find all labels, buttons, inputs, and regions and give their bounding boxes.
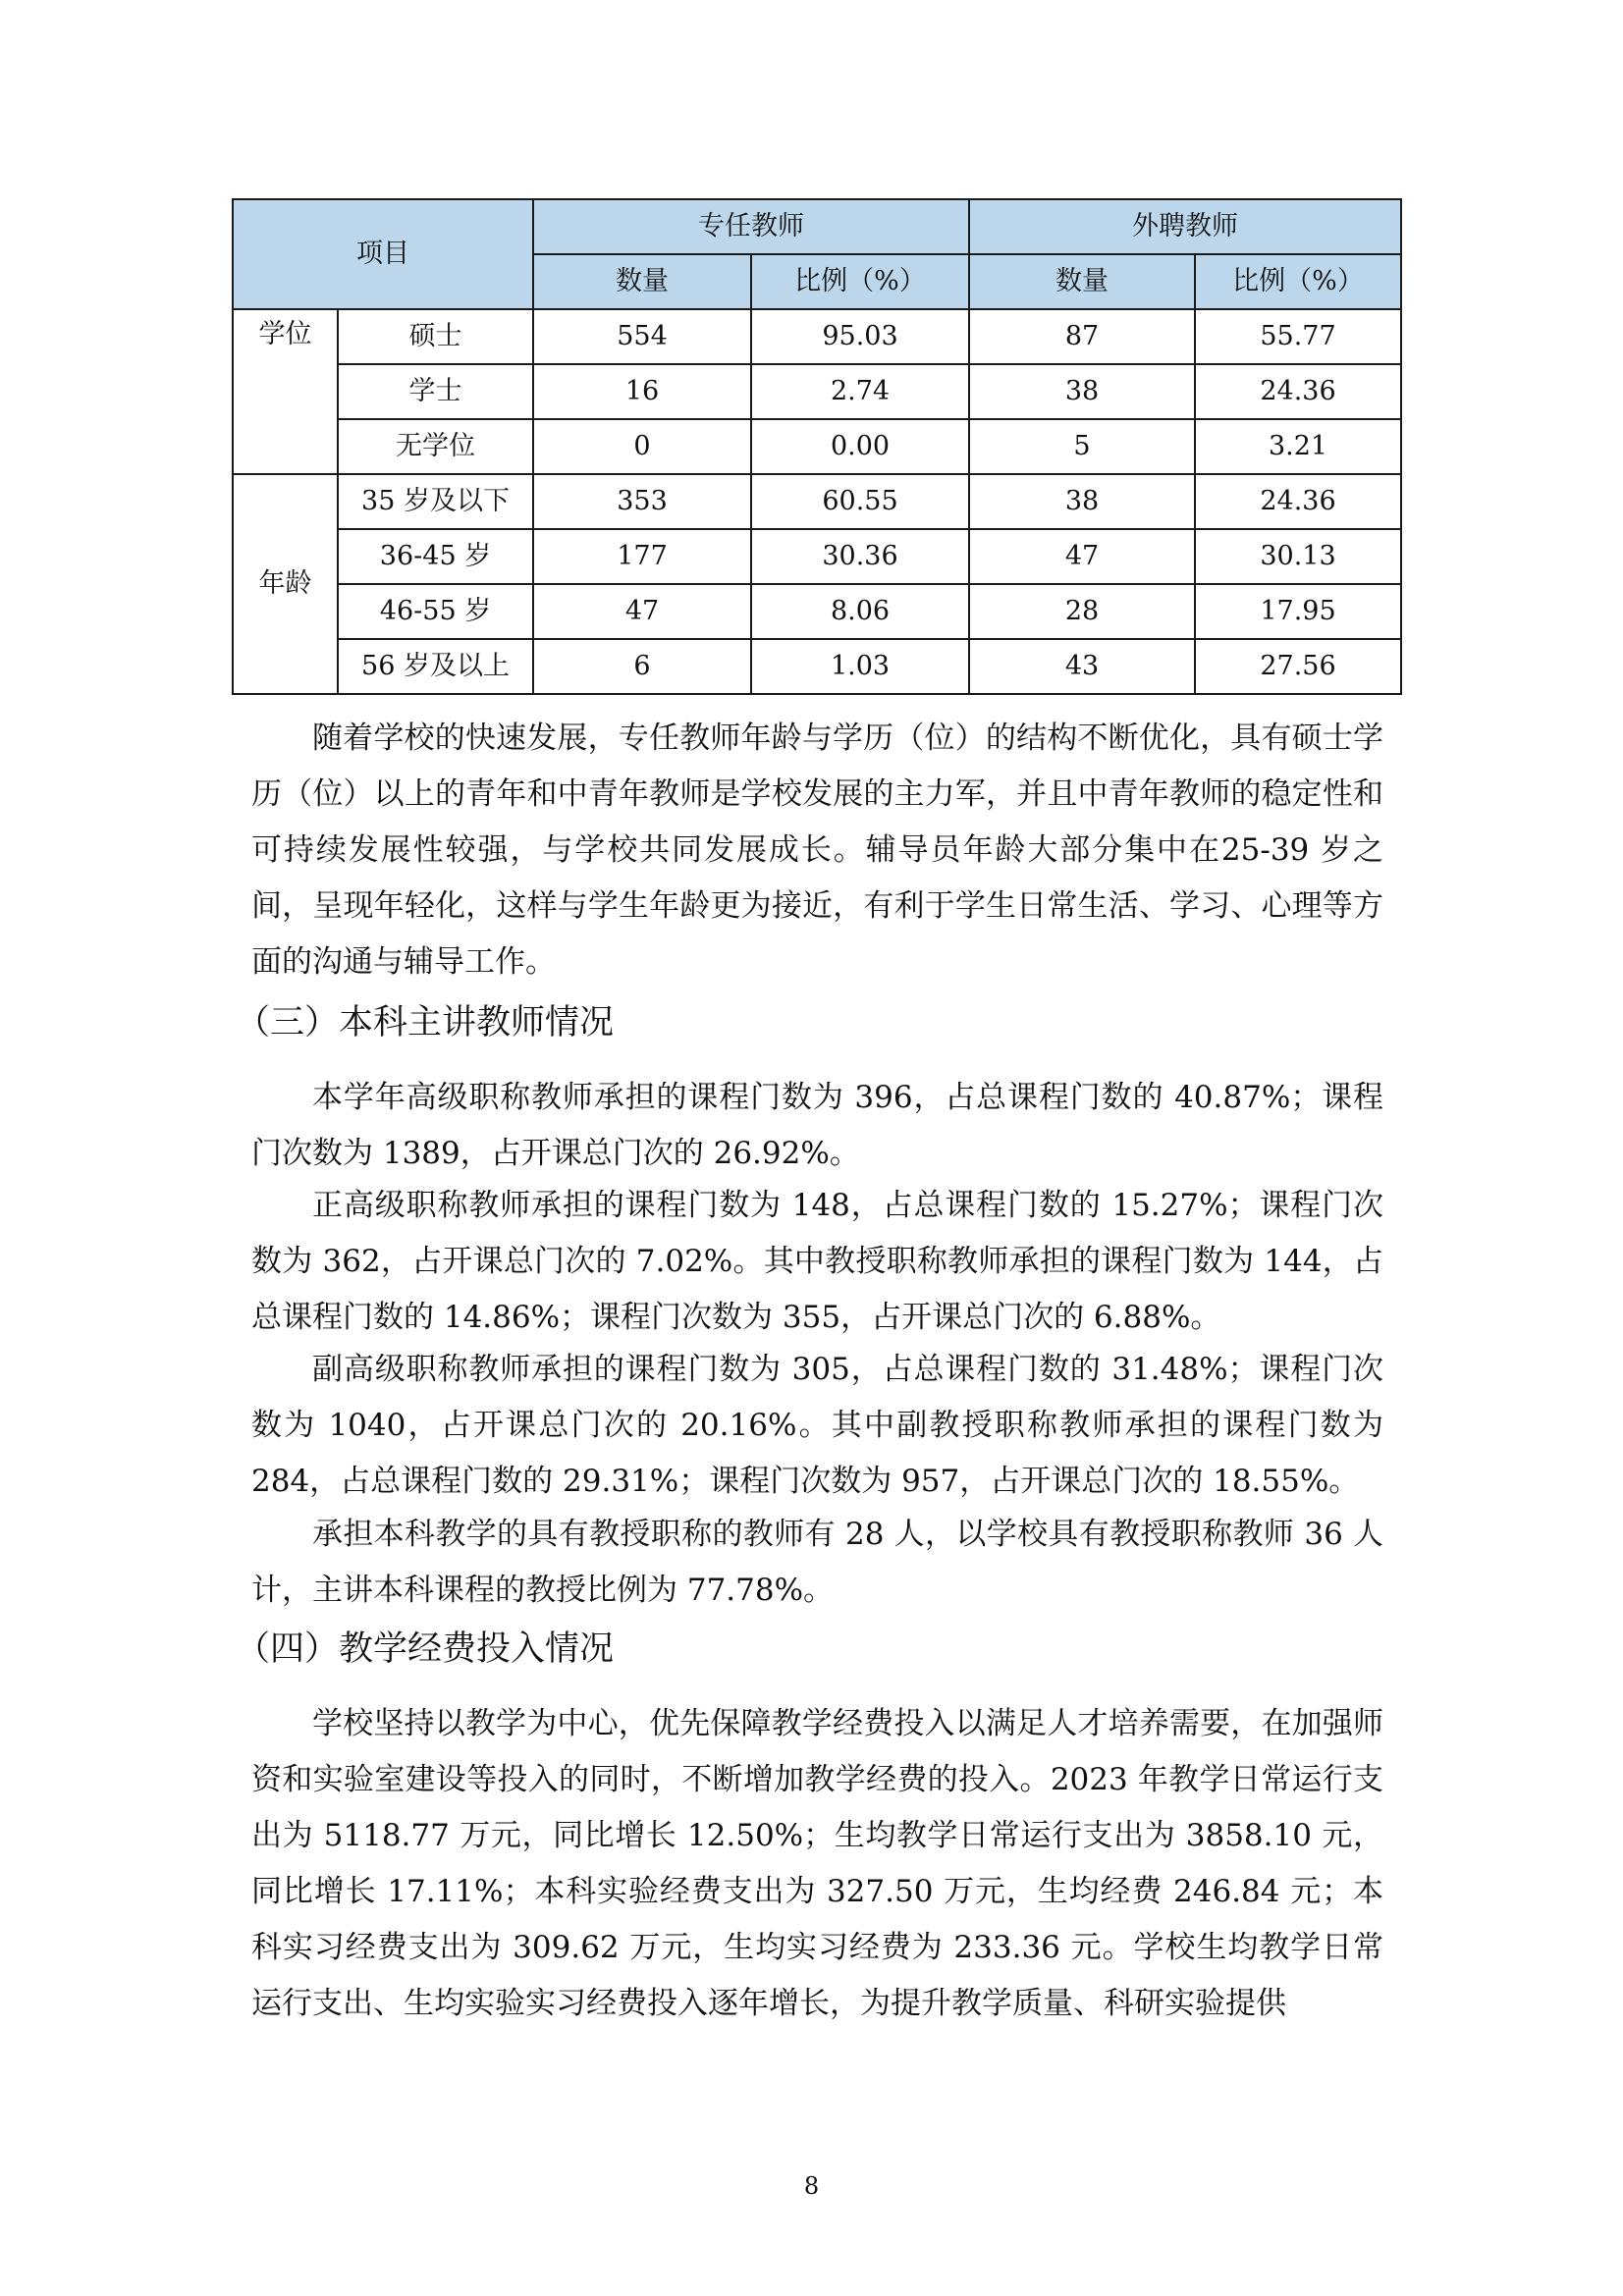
header-external-teachers: 外聘教师 <box>969 199 1401 254</box>
header-fulltime-count: 数量 <box>533 254 751 309</box>
paragraph-full-senior-block <box>251 1178 1383 1346</box>
fulltime-ratio-cell: 8.06 <box>751 584 969 639</box>
paragraph-full-senior-teachers: 正高级职称教师承担的课程门数为 148，占总课程门数的 15.27%；课程门次数为 362，占开课总门次的 7.02%。其中教授职称教师承担的课程门数为 144，占总课程门数的 14.86%；课程门次数为 355，占开课总门次的 6.88%。 <box>251 1188 1383 1335</box>
fulltime-ratio-cell: 0.00 <box>751 419 969 474</box>
external-count-cell: 47 <box>969 529 1195 584</box>
table-row <box>233 419 1401 474</box>
row-label: 硕士 <box>338 309 533 364</box>
table-row <box>233 309 1401 364</box>
teacher-structure-table <box>232 198 1402 695</box>
external-count-cell: 5 <box>969 419 1195 474</box>
external-ratio-cell: 3.21 <box>1195 419 1401 474</box>
paragraph-associate-block <box>251 1342 1383 1510</box>
external-ratio-cell: 27.56 <box>1195 639 1401 694</box>
fulltime-ratio-cell: 1.03 <box>751 639 969 694</box>
paragraph-associate-senior-teachers: 副高级职称教师承担的课程门数为 305，占总课程门数的 31.48%；课程门次数为 1040，占开课总门次的 20.16%。其中副教授职称教师承担的课程门数为 284，占总课程门数的 29.31%；课程门次数为 957，占开课总门次的 18.55%。 <box>251 1352 1383 1499</box>
row-label: 36-45 岁 <box>338 529 533 584</box>
section-heading-lecturers: （三）本科主讲教师情况 <box>236 1003 615 1042</box>
fulltime-count-cell: 353 <box>533 474 751 529</box>
paragraph-funding-block <box>251 1696 1383 2032</box>
external-ratio-cell: 24.36 <box>1195 364 1401 419</box>
group-label-degree: 学位 <box>233 309 338 474</box>
external-count-cell: 38 <box>969 474 1195 529</box>
row-label: 无学位 <box>338 419 533 474</box>
external-count-cell: 43 <box>969 639 1195 694</box>
header-external-count: 数量 <box>969 254 1195 309</box>
paragraph-professor-ratio: 承担本科教学的具有教授职称的教师有 28 人，以学校具有教授职称教师 36 人计，主讲本科课程的教授比例为 77.78%。 <box>251 1517 1383 1608</box>
external-ratio-cell: 30.13 <box>1195 529 1401 584</box>
paragraph-funding: 学校坚持以教学为中心，优先保障教学经费投入以满足人才培养需要，在加强师资和实验室建设等投入的同时，不断增加教学经费的投入。2023 年教学日常运行支出为 5118.77 万元，同比增长 12.50%；生均教学日常运行支出为 3858.10 元，同比增长 17.11%；本科实验经费支出为 327.50 万元，生均经费 246.84 元；本科实习经费支出为 309.62 万元，生均实习经费为 233.36 元。学校生均教学日常运行支出、生均实验实习经费投入逐年增长，为提升教学质量、科研实验提供 <box>251 1706 1383 2021</box>
table-row <box>233 474 1401 529</box>
table-row <box>233 584 1401 639</box>
group-label-age: 年龄 <box>233 474 338 694</box>
table-header-row <box>233 199 1401 254</box>
fulltime-ratio-cell: 95.03 <box>751 309 969 364</box>
external-ratio-cell: 24.36 <box>1195 474 1401 529</box>
external-count-cell: 87 <box>969 309 1195 364</box>
external-ratio-cell: 17.95 <box>1195 584 1401 639</box>
header-fulltime-teachers: 专任教师 <box>533 199 969 254</box>
row-label: 学士 <box>338 364 533 419</box>
fulltime-count-cell: 0 <box>533 419 751 474</box>
paragraph-senior-block <box>251 1070 1383 1182</box>
fulltime-count-cell: 16 <box>533 364 751 419</box>
paragraph-structure-analysis: 随着学校的快速发展，专任教师年龄与学历（位）的结构不断优化，具有硕士学历（位）以上的青年和中青年教师是学校发展的主力军，并且中青年教师的稳定性和可持续发展性较强，与学校共同发展成长。辅导员年龄大部分集中在25-39 岁之间，呈现年轻化，这样与学生年龄更为接近，有利于学生日常生活、学习、心理等方面的沟通与辅导工作。 <box>251 721 1383 980</box>
fulltime-count-cell: 177 <box>533 529 751 584</box>
header-external-ratio: 比例（%） <box>1195 254 1401 309</box>
fulltime-count-cell: 554 <box>533 309 751 364</box>
fulltime-count-cell: 6 <box>533 639 751 694</box>
row-label: 35 岁及以下 <box>338 474 533 529</box>
row-label: 56 岁及以上 <box>338 639 533 694</box>
paragraph-professor-ratio-block <box>251 1507 1383 1619</box>
table-row <box>233 639 1401 694</box>
fulltime-ratio-cell: 2.74 <box>751 364 969 419</box>
paragraph-senior-teachers: 本学年高级职称教师承担的课程门数为 396，占总课程门数的 40.87%；课程门次数为 1389，占开课总门次的 26.92%。 <box>251 1080 1383 1171</box>
paragraph-structure-analysis-block <box>251 711 1383 990</box>
table-row <box>233 364 1401 419</box>
external-ratio-cell: 55.77 <box>1195 309 1401 364</box>
row-label: 46-55 岁 <box>338 584 533 639</box>
header-fulltime-ratio: 比例（%） <box>751 254 969 309</box>
section-heading-funding: （四）教学经费投入情况 <box>236 1629 615 1669</box>
fulltime-ratio-cell: 60.55 <box>751 474 969 529</box>
external-count-cell: 38 <box>969 364 1195 419</box>
page-number: 8 <box>803 2172 820 2200</box>
table-row <box>233 529 1401 584</box>
fulltime-ratio-cell: 30.36 <box>751 529 969 584</box>
fulltime-count-cell: 47 <box>533 584 751 639</box>
header-item: 项目 <box>233 199 533 309</box>
external-count-cell: 28 <box>969 584 1195 639</box>
